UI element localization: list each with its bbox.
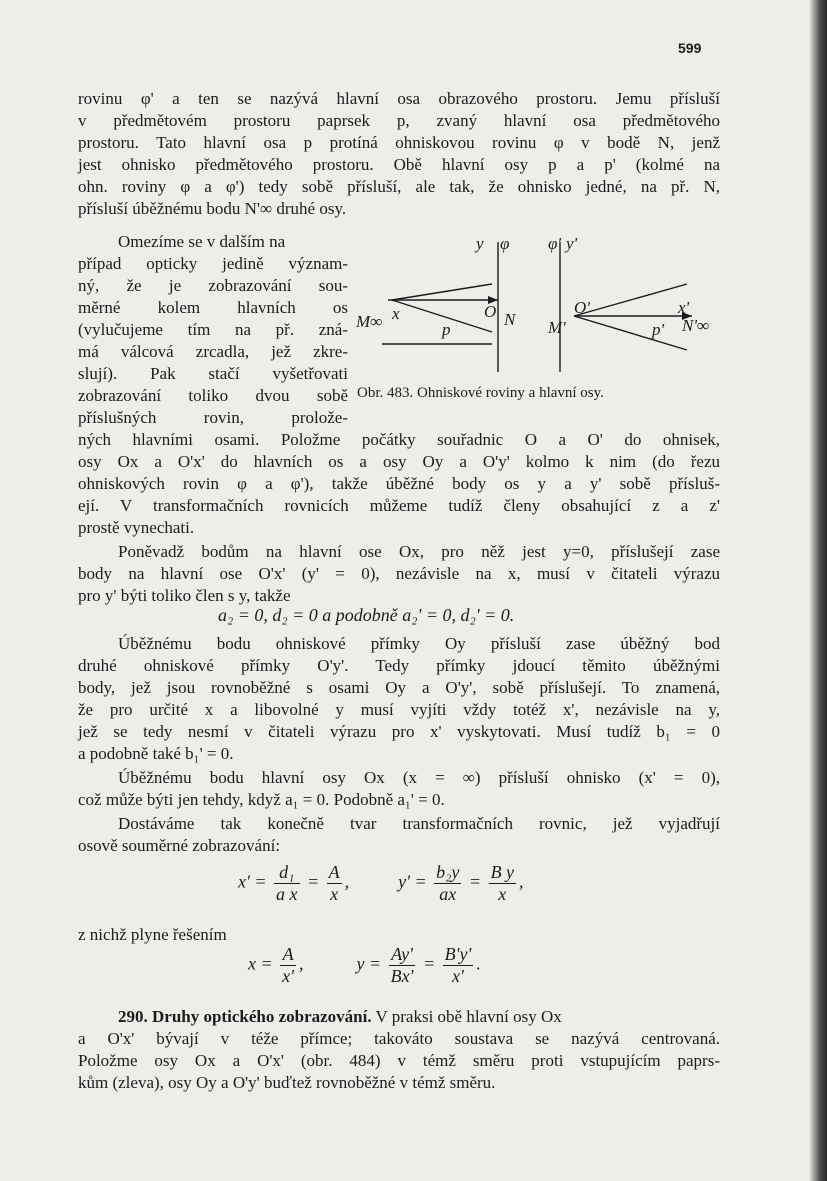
comma: , bbox=[344, 871, 350, 892]
text-line: a podobně také b₁' = 0. bbox=[78, 744, 234, 763]
section-number: 290. bbox=[118, 1007, 148, 1026]
text-line: ejí. V transformačních rovnicích můžeme tudíž členy obsahující z a z' bbox=[78, 496, 720, 515]
page-number: 599 bbox=[678, 40, 702, 56]
denominator: a x bbox=[276, 884, 298, 904]
section-first-line bbox=[118, 1006, 562, 1027]
text-line: měrné kolem hlavních os bbox=[78, 298, 348, 317]
text-line: Poněvadž bodům na hlavní ose Ox, pro něž jest y=0, příslušejí zase bbox=[118, 542, 720, 561]
text-line: ných hlavními osami. Položme počátky souřadnic O a O' do ohnisek, bbox=[78, 430, 720, 449]
label-n: N bbox=[504, 310, 516, 329]
numerator: d₁ bbox=[274, 862, 300, 884]
period: . bbox=[476, 953, 481, 974]
label-o-prime: O' bbox=[574, 298, 590, 317]
eq-lhs-y: y = bbox=[356, 953, 382, 974]
numerator: Ay' bbox=[389, 944, 416, 966]
fraction bbox=[443, 944, 474, 987]
section-title: Druhy optického zobrazování. bbox=[152, 1007, 372, 1026]
text-line: Úběžnému bodu hlavní osy Ox (x = ∞) přísluší ohnisko (x' = 0), bbox=[118, 768, 720, 787]
label-phi: φ bbox=[500, 234, 510, 253]
equation-transform bbox=[238, 862, 524, 905]
fraction bbox=[389, 944, 416, 987]
label-m-prime: M' bbox=[548, 318, 566, 337]
ray-left-upper bbox=[392, 284, 492, 300]
figure-483 bbox=[352, 232, 722, 382]
text-line: body, jež jsou rovnoběžné s osami Oy a O'y', sobě příslušejí. To znamená, bbox=[78, 678, 720, 697]
text-line: příslušných rovin, prolože- bbox=[78, 408, 348, 427]
text-line: že pro určité x a libovolné y musí vyjíti vždy totéž x', nezávisle na y, bbox=[78, 700, 720, 719]
text-line: osy Ox a O'x' do hlavních os a osy Oy a O'y' kolmo k nim (do řezu bbox=[78, 452, 720, 471]
text-line: ohn. roviny φ a φ') tedy sobě přísluší, ale tak, že ohnisko jedné, na př. N, bbox=[78, 177, 720, 196]
text-line: slují). Pak stačí vyšetřovati bbox=[78, 364, 348, 383]
label-y-prime: y' bbox=[566, 234, 578, 253]
label-x: x bbox=[392, 304, 400, 323]
text-line: prostě vynechati. bbox=[78, 518, 195, 537]
label-p: p bbox=[442, 320, 451, 339]
equals-sign: = bbox=[468, 871, 482, 892]
fraction bbox=[280, 944, 296, 987]
eq-lhs-y: y' = bbox=[398, 871, 427, 892]
text-line: jež se tedy nesmí v čitateli výrazu pro x' vyskytovati. Musí tudíž b₁ = 0 bbox=[78, 722, 720, 741]
figure-diagram bbox=[352, 232, 722, 382]
text-line: a O'x' bývají v téže přímce; takováto soustava se nazývá centrovaná. bbox=[78, 1029, 720, 1048]
text-line: Položme osy Ox a O'x' (obr. 484) v témž směru proti vstupujícím paprs- bbox=[78, 1051, 720, 1070]
text-line: v předmětovém prostoru paprsek p, zvaný hlavní osa předmětového bbox=[78, 111, 720, 130]
label-n-prime-infinity: N'∞ bbox=[682, 316, 710, 335]
denominator: x bbox=[330, 884, 339, 904]
book-spine-edge bbox=[810, 0, 827, 1181]
equals-sign: = bbox=[307, 871, 320, 892]
fraction bbox=[327, 862, 342, 905]
eq-lhs-x: x = bbox=[248, 953, 273, 974]
text-line: kům (zleva), osy Oy a O'y' buďtež rovnoběžné v témž směru. bbox=[78, 1073, 496, 1092]
denominator: ax bbox=[439, 884, 457, 904]
denominator: x' bbox=[452, 966, 464, 986]
fraction bbox=[489, 862, 516, 905]
text-line: Omezíme se v dalším na bbox=[118, 232, 286, 251]
text-line: ohniskových rovin φ a φ'), takže úběžné body os y a y' sobě přísluš- bbox=[78, 474, 720, 493]
text-line: osově souměrné zobrazování: bbox=[78, 836, 281, 855]
numerator: B'y' bbox=[444, 944, 472, 964]
label-x-prime: x' bbox=[678, 298, 690, 317]
text-line: Úběžnému bodu ohniskové přímky Oy přísluší zase úběžný bod bbox=[118, 634, 720, 653]
text-line: ný, že je zobrazování sou- bbox=[78, 276, 348, 295]
label-p-prime: p' bbox=[652, 320, 665, 339]
equation-solution bbox=[248, 944, 481, 987]
text-line: pro y' býti toliko člen s y, takže bbox=[78, 586, 291, 605]
denominator: Bx' bbox=[390, 966, 414, 986]
text-line: jest ohnisko předmětového prostoru. Obě hlavní osy p a p' (kolmé na bbox=[78, 155, 720, 174]
label-y: y bbox=[476, 234, 484, 253]
fraction bbox=[274, 862, 300, 905]
text-line: Dostáváme tak konečně tvar transformačních rovnic, jež vyjadřují bbox=[118, 814, 720, 833]
text-line: rovinu φ' a ten se nazývá hlavní osa obrazového prostoru. Jemu přísluší bbox=[78, 89, 720, 108]
text-line: zobrazování toliko dvou sobě bbox=[78, 386, 348, 405]
numerator: b₂y bbox=[436, 862, 460, 882]
denominator: x bbox=[498, 884, 507, 904]
numerator: B y bbox=[490, 862, 515, 882]
ray-right-lower bbox=[574, 316, 687, 350]
text-line: případ opticky jedině význam- bbox=[78, 254, 348, 273]
eq-lhs-x: x' = bbox=[238, 871, 267, 892]
section-first-line-text: V praksi obě hlavní osy Ox bbox=[375, 1007, 562, 1026]
text-line: přísluší úběžnému bodu N'∞ druhé osy. bbox=[78, 199, 347, 218]
text-line: má válcová zrcadla, jež zkre- bbox=[78, 342, 348, 361]
comma: , bbox=[298, 953, 304, 974]
fraction bbox=[434, 862, 461, 905]
label-m-infinity: M∞ bbox=[356, 312, 383, 331]
label-o: O bbox=[484, 302, 497, 321]
text-line: body na hlavní ose O'x' (y' = 0), nezávisle na x, musí v čitateli výrazu bbox=[78, 564, 720, 583]
comma: , bbox=[519, 871, 524, 892]
denominator: x' bbox=[282, 966, 294, 986]
numerator: A bbox=[280, 944, 296, 966]
numerator: A bbox=[328, 862, 340, 882]
text-line: což může býti jen tehdy, když a₁ = 0. Podobně a₁' = 0. bbox=[78, 790, 445, 809]
ray-right-upper bbox=[574, 284, 690, 317]
text-line: druhé ohniskové přímky O'y'. Tedy přímky jdoucí těmito úběžnými bbox=[78, 656, 720, 675]
text-line: (vylučujeme tím na př. zná- bbox=[78, 320, 348, 339]
text-line: prostoru. Tato hlavní osa p protíná ohniskovou rovinu φ v bodě N, jenž bbox=[78, 133, 720, 152]
label-phi-prime: φ' bbox=[548, 234, 562, 253]
equation-coefficients: a₂ = 0, d₂ = 0 a podobně a₂' = 0, d₂' = 0. bbox=[218, 605, 515, 625]
text-line: z nichž plyne řešením bbox=[78, 925, 227, 944]
figure-caption: Obr. 483. Ohniskové roviny a hlavní osy. bbox=[357, 385, 604, 401]
equals-sign: = bbox=[422, 953, 436, 974]
